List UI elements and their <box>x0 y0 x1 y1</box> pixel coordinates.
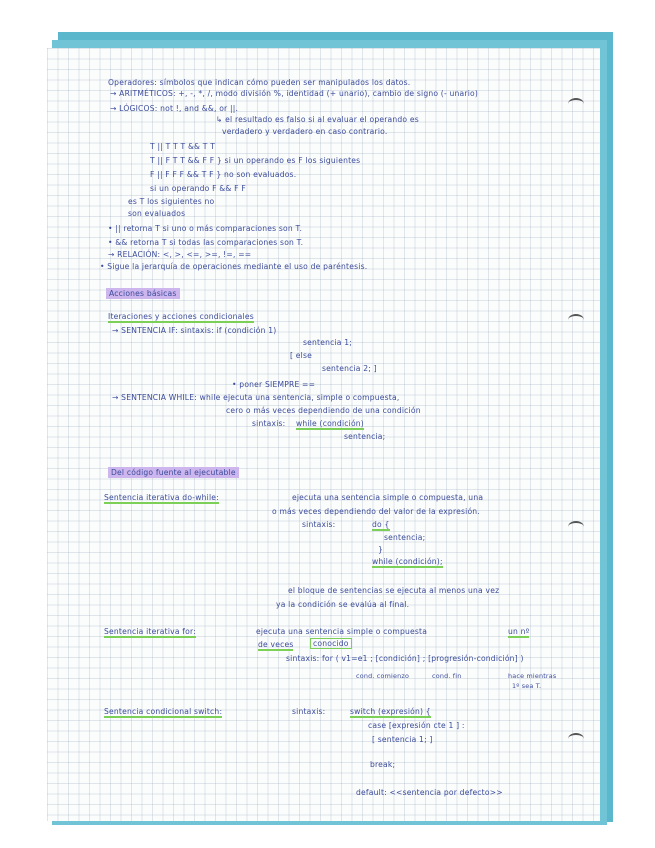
note-for-num: un nº <box>508 627 530 636</box>
code-while-sentencia: sentencia; <box>344 432 386 441</box>
code-do-close: } <box>378 545 384 554</box>
label-sintaxis: sintaxis: <box>292 707 326 716</box>
note-poner-siempre: • poner SIEMPRE == <box>232 380 316 389</box>
label-hace-mientras: hace mientras <box>508 672 557 680</box>
note-bloque-2: ya la condición se evalúa al final. <box>276 600 410 609</box>
note-not-desc: ↳ el resultado es falso si al evaluar el operando es <box>216 115 419 124</box>
note-do-while-2: o más veces dependiendo del valor de la expresión. <box>272 507 480 516</box>
code-case-sentencia: [ sentencia 1; ] <box>372 735 433 744</box>
heading-for: Sentencia iterativa for: <box>104 627 196 636</box>
truth-table-row: F || F F F && T F } no son evaluados. <box>150 170 297 179</box>
label-cond-fin: cond. fin <box>432 672 462 680</box>
truth-table-note: es T los siguientes no <box>128 197 215 206</box>
code-else: [ else <box>290 351 312 360</box>
note-bloque: el bloque de sentencias se ejecuta al menos una vez <box>288 586 500 595</box>
ring-hole-icon <box>568 98 584 110</box>
note-and-rule: • && retorna T si todas las comparaciones son T. <box>108 238 304 247</box>
note-while: → SENTENCIA WHILE: while ejecuta una sentencia, simple o compuesta, <box>112 393 400 402</box>
heading-do-while: Sentencia iterativa do-while: <box>104 493 219 502</box>
note-if-syntax: → SENTENCIA IF: sintaxis: if (condición 1) <box>112 326 277 335</box>
ring-hole-icon <box>568 733 584 745</box>
code-default: default: <<sentencia por defecto>> <box>356 788 503 797</box>
code-while: while (condición) <box>296 419 364 428</box>
note-logicos: → LÓGICOS: not !, and &&, or ||. <box>110 104 239 113</box>
note-for-conocido: conocido <box>310 639 352 648</box>
note-relacion: → RELACIÓN: <, >, <=, >=, !=, == <box>108 250 252 259</box>
note-or-rule: • || retorna T si uno o más comparaciones son T. <box>108 224 303 233</box>
note-jerarquia: • Sigue la jerarquía de operaciones mediante el uso de paréntesis. <box>100 262 368 271</box>
code-break: break; <box>370 760 396 769</box>
code-do: do { <box>372 520 390 529</box>
truth-table-row: si un operando F && F F <box>150 184 246 193</box>
note-do-while: ejecuta una sentencia simple o compuesta, una <box>292 493 484 502</box>
code-for: sintaxis: for ( v1=e1 ; [condición] ; [progresión-condición] ) <box>286 654 524 663</box>
code-else-sentencia: sentencia 2; ] <box>322 364 377 373</box>
heading-codigo-fuente: Del código fuente al ejecutable <box>108 468 239 477</box>
note-aritmeticos: → ARITMÉTICOS: +, -, *, /, modo división %, identidad (+ unario), cambio de signo (- unario) <box>110 89 479 98</box>
label-sintaxis: sintaxis: <box>252 419 286 428</box>
note-for-veces: de veces <box>258 640 294 649</box>
code-if-sentencia: sentencia 1; <box>303 338 353 347</box>
code-do-sentencia: sentencia; <box>384 533 426 542</box>
heading-acciones-basicas: Acciones básicas <box>106 289 180 298</box>
truth-table-row: T || T T T && T T <box>150 142 216 151</box>
heading-switch: Sentencia condicional switch: <box>104 707 223 716</box>
truth-table-note: son evaluados <box>128 209 186 218</box>
truth-table-row: T || F T T && F F } si un operando es F los siguientes <box>150 156 361 165</box>
ring-hole-icon <box>568 314 584 326</box>
heading-iteraciones: Iteraciones y acciones condicionales <box>108 312 254 321</box>
note-for: ejecuta una sentencia simple o compuesta <box>256 627 428 636</box>
code-case: case [expresión cte 1 ] : <box>368 721 465 730</box>
label-sea-t: 1º sea T. <box>512 682 542 690</box>
note-while-2: cero o más veces dependiendo de una condición <box>226 406 421 415</box>
note-not-desc-2: verdadero y verdadero en caso contrario. <box>222 127 388 136</box>
ring-hole-icon <box>568 521 584 533</box>
code-do-while: while (condición); <box>372 557 443 566</box>
heading-operadores: Operadores: símbolos que indican cómo pueden ser manipulados los datos. <box>108 78 411 87</box>
label-cond-comienzo: cond. comienzo <box>356 672 410 680</box>
label-sintaxis: sintaxis: <box>302 520 336 529</box>
code-switch: switch (expresión) { <box>350 707 431 716</box>
